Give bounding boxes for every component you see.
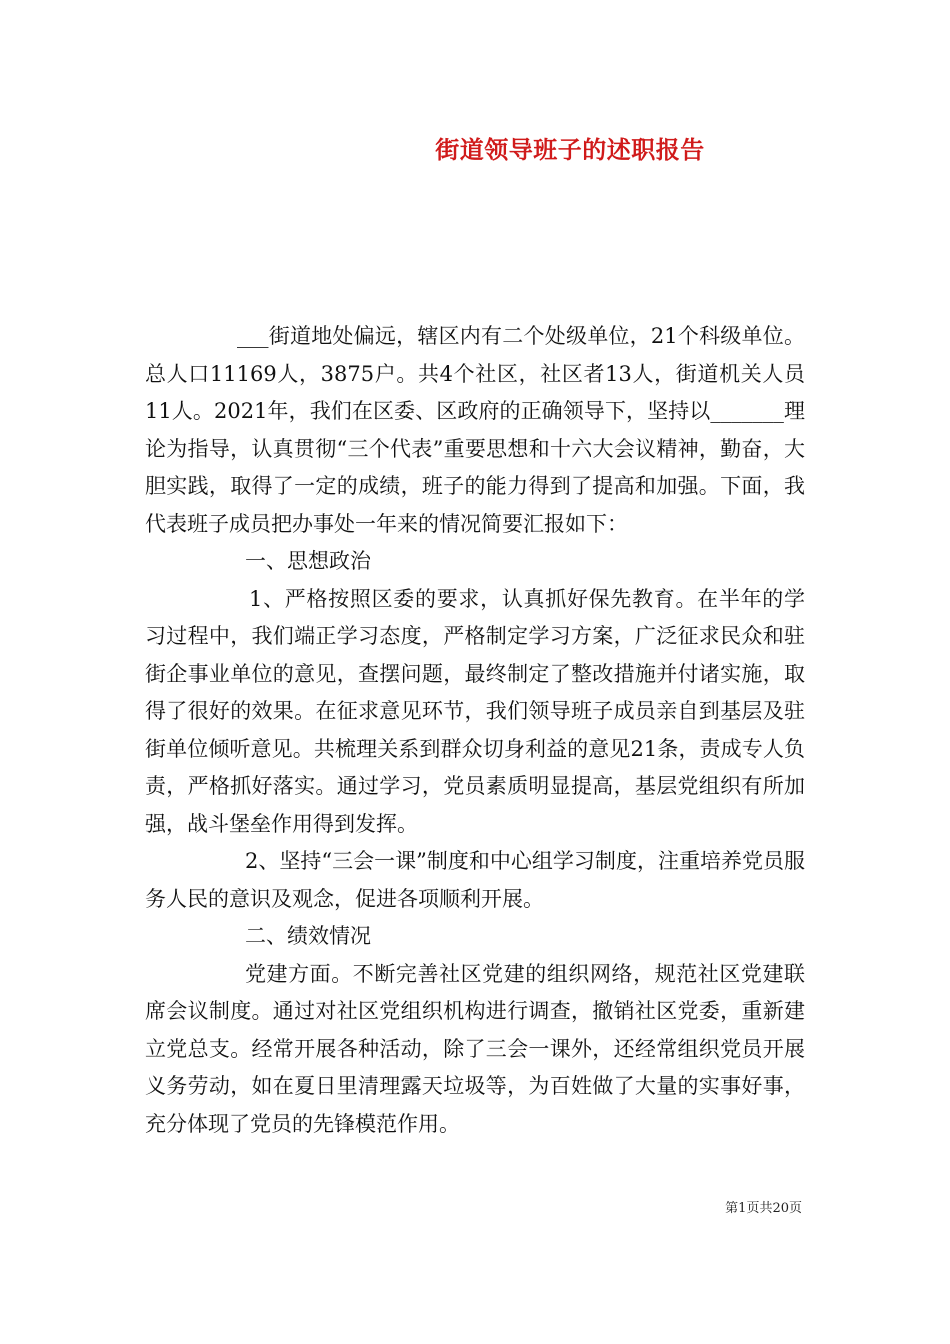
intro-paragraph: ___街道地处偏远，辖区内有二个处级单位，21个科级单位。总人口11169人，3875户。共4个社区，社区者13人，街道机关人员11人。2021年，我们在区委、区政府的正确领导下，坚持以_______理论为指导，认真贯彻“三个代表”重要思想和十六大会议精神，勤奋，大胆实践，取得了一定的成绩，班子的能力得到了提高和加强。下面，我代表班子成员把办事处一年来的情况简要汇报如下： <box>145 324 805 536</box>
section-heading-performance: 二、绩效情况 <box>245 924 371 948</box>
politics-paragraph-2: 2、坚持“三会一课”制度和中心组学习制度，注重培养党员服务人民的意识及观念，促进各项顺利开展。 <box>145 849 805 911</box>
document-title: 街道领导班子的述职报告 <box>435 135 705 164</box>
document-body <box>145 318 805 1143</box>
party-building-paragraph: 党建方面。不断完善社区党建的组织网络，规范社区党建联席会议制度。通过对社区党组织机构进行调查，撤销社区党委，重新建立党总支。经常开展各种活动，除了三会一课外，还经常组织党员开展义务劳动，如在夏日里清理露天垃圾等，为百姓做了大量的实事好事，充分体现了党员的先锋模范作用。 <box>145 961 805 1136</box>
section-heading-politics: 一、思想政治 <box>245 549 371 573</box>
politics-paragraph-1: 1、严格按照区委的要求，认真抓好保先教育。在半年的学习过程中，我们端正学习态度，严格制定学习方案，广泛征求民众和驻街企事业单位的意见，查摆问题，最终制定了整改措施并付诸实施，取得了很好的效果。在征求意见环节，我们领导班子成员亲自到基层及驻街单位倾听意见。共梳理关系到群众切身利益的意见21条，责成专人负责，严格抓好落实。通过学习，党员素质明显提高，基层党组织有所加强，战斗堡垒作用得到发挥。 <box>145 586 805 836</box>
page-number: 第1页共20页 <box>725 1201 802 1216</box>
